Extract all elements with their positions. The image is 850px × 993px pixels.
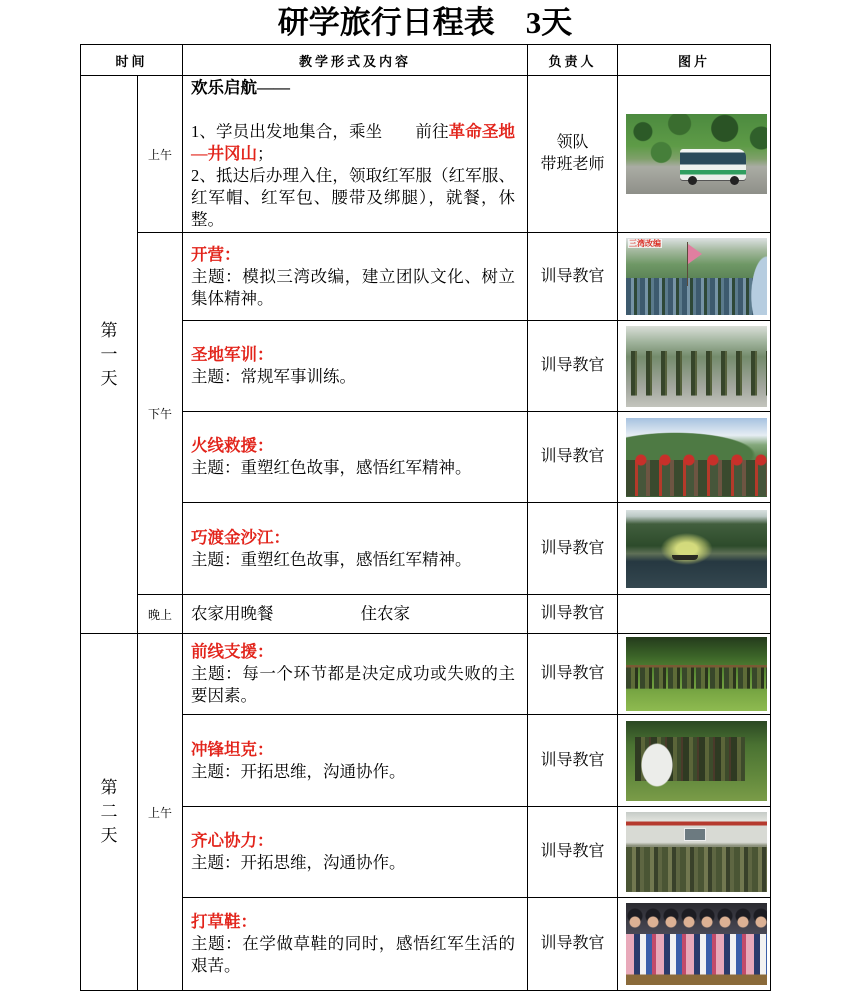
activity-cell [183,321,528,412]
day1-afternoon-row [81,503,771,595]
day2-morning-row [81,898,771,991]
schedule-table [80,44,771,991]
day2-cell [81,634,138,991]
day1-cell [81,76,138,634]
evening-content [183,595,528,634]
photo-cell [618,412,771,503]
day2-label: 第二天 [100,778,118,845]
responsible-leader: 领队 [556,134,589,151]
departure-heading: 欢乐启航—— [191,78,291,97]
activity-cell [183,898,528,991]
building-window [684,828,706,841]
day1-evening-period: 晚上 [138,595,183,634]
activity-title: 开营： [191,244,241,264]
photo-cell [618,503,771,595]
activity-title: 冲锋坦克： [191,739,274,759]
activity-title: 圣地军训： [191,345,274,364]
day2-morning-period: 上午 [138,634,183,991]
photo-cell [618,321,771,412]
header-time: 时间 [81,45,183,76]
activity-theme: 主题：每一个环节都是决定成功或失败的主要因素。 [191,664,516,705]
activity-theme: 主题：常规军事训练。 [191,367,357,386]
instructor-cell: 训导教官 [528,595,618,634]
instructor-cell: 训导教官 [528,233,618,321]
activity-cell [183,233,528,321]
frontline-rescue-photo [626,418,767,497]
activity-title: 打草鞋： [191,912,258,931]
day2-morning-row [81,634,771,715]
day1-label: 第一天 [100,320,118,388]
activity-title: 齐心协力： [191,831,274,850]
header-person: 负责人 [528,45,618,76]
day1-morning-period: 上午 [138,76,183,233]
instructor-cell: 训导教官 [528,412,618,503]
photo-cell [618,76,771,233]
step-1-destination: 革命圣地—井冈山 [191,122,516,163]
header-content: 教学形式及内容 [183,45,528,76]
header-photo: 图片 [618,45,771,76]
activity-theme: 主题：开拓思维，沟通协作。 [191,853,406,872]
instructor-cell: 训导教官 [528,715,618,807]
photo-cell [618,898,771,991]
day1-evening-row [81,595,771,634]
day2-morning-row [81,715,771,807]
activity-title: 巧渡金沙江： [191,527,291,547]
instructor-cell: 训导教官 [528,634,618,715]
frontline-support-photo [626,637,767,711]
photo-cell [618,715,771,807]
activity-theme: 主题：开拓思维，沟通协作。 [191,761,406,781]
activity-theme: 主题：在学做草鞋的同时，感悟红军生活的艰苦。 [191,934,516,975]
instructor-cell: 训导教官 [528,807,618,898]
activity-cell [183,503,528,595]
straw-sandal-photo [626,903,767,985]
bus-photo [626,114,767,194]
activity-title: 前线支援： [191,642,274,661]
bus-wheel [730,176,739,185]
departure-step-2: 2、抵达后办理入住，领取红军服（红军服、红军帽、红军包、腰带及绑腿），就餐，休整。 [191,166,516,229]
river-crossing-photo [626,510,767,588]
dinner-text: 农家用晚餐 [191,604,274,623]
camp-opening-photo [626,238,767,315]
activity-cell [183,715,528,807]
raft-shape [672,555,698,560]
responsible-teacher: 带班老师 [540,156,605,173]
header-row [81,45,771,76]
photo-caption: 三湾改编 [629,239,662,248]
activity-theme: 主题：模拟三湾改编，建立团队文化、树立集体精神。 [191,266,516,308]
day1-afternoon-period: 下午 [138,233,183,595]
day2-morning-row [81,807,771,898]
departure-step-1 [191,121,515,165]
photo-cell [618,634,771,715]
departure-content [183,76,528,233]
day1-afternoon-row [81,321,771,412]
instructor-cell: 训导教官 [528,503,618,595]
activity-theme: 主题：重塑红色故事，感悟红军精神。 [191,458,472,477]
activity-cell [183,634,528,715]
lodging-text: 住农家 [360,604,411,623]
responsible-cell [528,76,618,233]
activity-cell [183,412,528,503]
day1-morning-row [81,76,771,233]
step-1-end: ； [257,144,274,163]
charge-tank-photo [626,721,767,801]
instructor-cell: 训导教官 [528,898,618,991]
bus-wheel [688,176,697,185]
instructor-cell: 训导教官 [528,321,618,412]
activity-cell [183,807,528,898]
step-1-text: 1、学员出发地集合，乘坐 前往 [191,122,449,141]
photo-cell [618,807,771,898]
page-title: 研学旅行日程表 3天 [277,5,573,40]
pink-flag [688,244,702,264]
activity-title: 火线救援： [191,436,274,455]
photo-cell [618,233,771,321]
teamwork-photo [626,812,767,892]
day1-afternoon-row [81,412,771,503]
day1-afternoon-row [81,233,771,321]
empty-photo-cell [618,595,771,634]
activity-theme: 主题：重塑红色故事，感悟红军精神。 [191,549,472,569]
military-training-photo [626,326,767,407]
